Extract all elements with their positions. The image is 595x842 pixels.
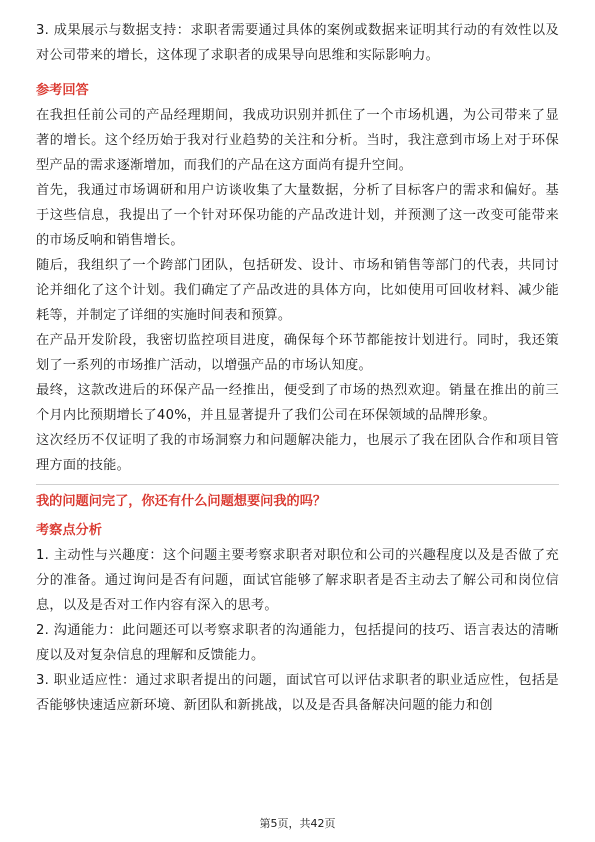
answer-paragraph: 这次经历不仅证明了我的市场洞察力和问题解决能力，也展示了我在团队合作和项目管理方面的技能。 — [36, 433, 559, 473]
reference-answer-heading: 参考回答 — [36, 83, 89, 98]
document-page — [36, 18, 559, 718]
analysis-heading: 考察点分析 — [36, 523, 102, 538]
section-divider — [36, 484, 559, 485]
answer-paragraph: 在产品开发阶段，我密切监控项目进度，确保每个环节都能按计划进行。同时，我还策划了一系列的市场推广活动，以增强产品的市场认知度。 — [36, 333, 559, 373]
answer-paragraph: 首先，我通过市场调研和用户访谈收集了大量数据，分析了目标客户的需求和偏好。基于这些信息，我提出了一个针对环保功能的产品改进计划，并预测了这一改变可能带来的市场反响和销售增长。 — [36, 183, 559, 248]
analysis-point: 1. 主动性与兴趣度：这个问题主要考察求职者对职位和公司的兴趣程度以及是否做了充分的准备。通过询问是否有问题，面试官能够了解求职者是否主动去了解公司和岗位信息，以及是否对工作内容有深入的思考。 — [36, 548, 559, 613]
analysis-point-3: 3. 成果展示与数据支持：求职者需要通过具体的案例或数据来证明其行动的有效性以及对公司带来的增长，这体现了求职者的成果导向思维和实际影响力。 — [36, 23, 559, 63]
answer-paragraph: 随后，我组织了一个跨部门团队，包括研发、设计、市场和销售等部门的代表，共同讨论并细化了这个计划。我们确定了产品改进的具体方向，比如使用可回收材料、减少能耗等，并制定了详细的实施时间表和预算。 — [36, 258, 559, 323]
analysis-point: 2. 沟通能力：此问题还可以考察求职者的沟通能力，包括提问的技巧、语言表达的清晰度以及对复杂信息的理解和反馈能力。 — [36, 623, 559, 663]
answer-paragraph: 最终，这款改进后的环保产品一经推出，便受到了市场的热烈欢迎。销量在推出的前三个月内比预期增长了40%，并且显著提升了我们公司在环保领域的品牌形象。 — [36, 383, 559, 423]
analysis-point: 3. 职业适应性：通过求职者提出的问题，面试官可以评估求职者的职业适应性，包括是否能够快速适应新环境、新团队和新挑战，以及是否具备解决问题的能力和创 — [36, 673, 559, 713]
question-title: 我的问题问完了，你还有什么问题想要问我的吗？ — [36, 494, 327, 509]
page-number: 第5页，共42页 — [259, 817, 336, 830]
answer-paragraph: 在我担任前公司的产品经理期间，我成功识别并抓住了一个市场机遇，为公司带来了显著的增长。这个经历始于我对行业趋势的关注和分析。当时，我注意到市场上对于环保型产品的需求逐渐增加，而我们的产品在这方面尚有提升空间。 — [36, 108, 559, 173]
